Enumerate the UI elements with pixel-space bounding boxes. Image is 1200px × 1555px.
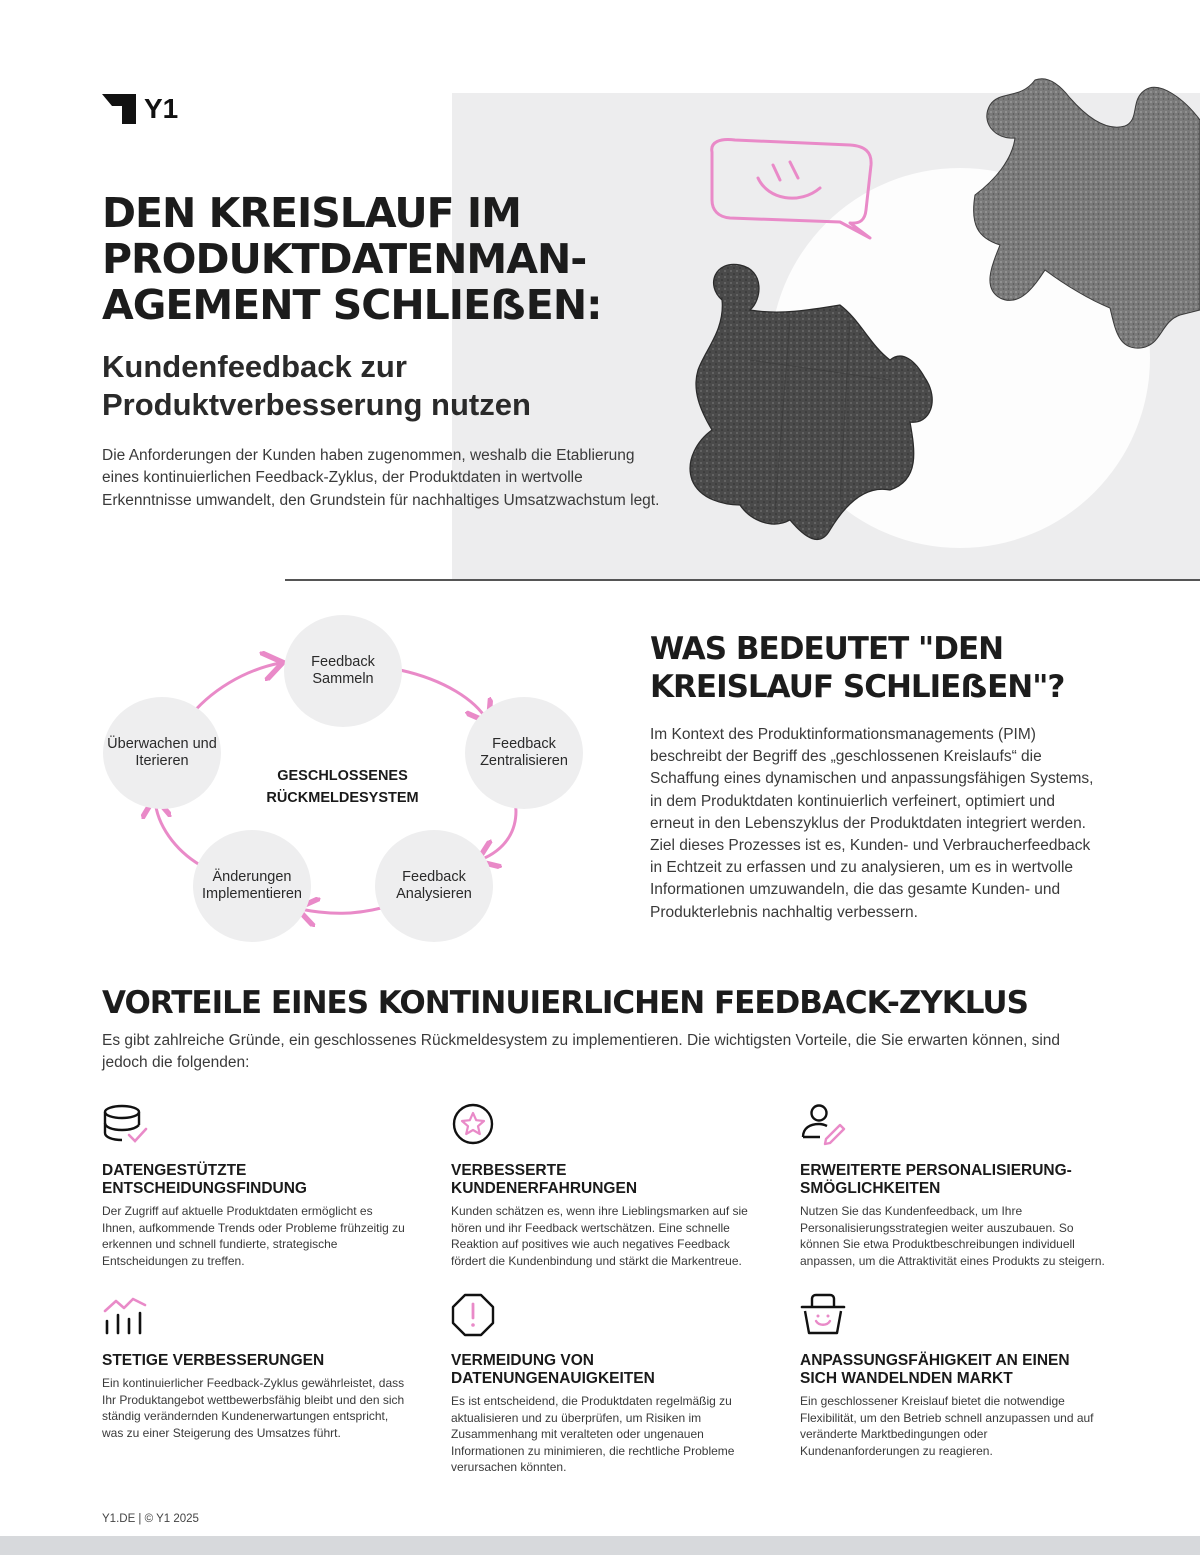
cycle-node-monitor: Überwachen und Iterieren [103,697,221,809]
page-title: DEN KREISLAUF IM PRODUKTDATENMAN-AGEMENT SCHLIEẞEN: [102,189,602,329]
benefits-intro: Es gibt zahlreiche Gründe, ein geschlossenes Rückmeldesystem zu implementieren. Die wichtigsten Vorteile, die Sie erwarten können, sind jedoch die folgenden: [102,1032,1061,1072]
benefit-text: Es ist entscheidend, die Produktdaten regelmäßig zu aktualisieren und zu überprüfen, um Risiken im Zusammenhang mit veralteten oder ungenauen Informationen zu minimieren, die rechtliche Probleme verursachen könnten. [451,1394,735,1475]
arrow-implement-to-monitor [155,800,200,865]
benefit-title: ANPASSUNGSFÄHIGKEIT AN EINEN SICH WANDELNDEN MARKT [800,1352,1070,1387]
brand-logo[interactable] [102,93,178,125]
shopping-basket-icon [800,1293,848,1339]
benefit-card-data-accuracy [451,1293,756,1476]
benefit-text: Der Zugriff auf aktuelle Produktdaten ermöglicht es Ihnen, aufkommende Trends oder Probleme frühzeitig zu erkennen und schnell fundierte, strategische Entscheidungen zu treffen. [102,1204,405,1268]
bottom-bar [0,1536,1200,1555]
puzzle-illustration [640,60,1200,580]
cycle-node-implement: Änderungen Implementieren [193,830,311,942]
benefit-card-market-adaptability [800,1293,1105,1459]
feedback-cycle-diagram [95,615,595,955]
arrow-centralize-to-analyze [480,800,516,860]
benefit-title: VERBESSERTE KUNDENERFAHRUNGEN [451,1162,638,1197]
benefit-card-data-driven [102,1103,407,1269]
benefit-title: STETIGE VERBESSERUNGEN [102,1352,325,1369]
star-circle-icon [451,1103,499,1149]
benefit-text: Nutzen Sie das Kundenfeedback, um Ihre Personalisierungsstrategien weiter auszubauen. So können Sie etwa Produktbeschreibungen individuell anpassen, um die Attraktivität eines Produkts zu steigern. [800,1204,1105,1268]
benefit-card-personalization [800,1103,1105,1269]
benefit-title: VERMEIDUNG VON DATENUNGENAUIGKEITEN [451,1352,655,1387]
what-body: Im Kontext des Produktinformationsmanagements (PIM) beschreibt der Begriff des „geschlossenen Kreislaufs“ die Schaffung eines dynamischen und anpassungsfähigen Systems, in dem Produktdaten kontinuierlich verfeinert, optimiert und erneut in den Lebenszyklus der Produktdaten integriert werden. Ziel dieses Prozesses ist es, Kunden- und Verbraucherfeedback in Echtzeit zu erfassen und zu analysieren, um es in wertvolle Informationen umzuwandeln, die das gesamte Kunden- und Produkterlebnis nachhaltig verbessern. [650,726,1094,921]
benefit-card-customer-experience [451,1103,756,1269]
cycle-node-analyze: Feedback Analysieren [375,830,493,942]
benefit-text: Ein kontinuierlicher Feedback-Zyklus gewährleistet, dass Ihr Produktangebot wettbewerbsfähig bleibt und den sich ständig verändernden Kundenerwartungen entspricht, was zu einer Steigerung des Umsatzes führt. [102,1376,405,1440]
footer-text: Y1.DE | © Y1 2025 [102,1513,199,1525]
section-divider [285,579,1200,581]
what-heading: WAS BEDEUTET "DEN KREISLAUF SCHLIEẞEN"? [650,631,1065,705]
benefit-card-improvements [102,1293,407,1441]
y1-logo-icon [102,94,136,124]
intro-paragraph: Die Anforderungen der Kunden haben zugenommen, weshalb die Etablierung eines kontinuierlichen Feedback-Zyklus, der Produktdaten in wertvolle Erkenntnisse umwandelt, den Grundstein für nachhaltiges Umsatzwachstum legt. [102,447,660,509]
benefit-title: DATENGESTÜTZTE ENTSCHEIDUNGSFINDUNG [102,1162,307,1197]
benefit-text: Ein geschlossener Kreislauf bietet die notwendige Flexibilität, um den Betrieb schnell anzupassen und auf veränderte Marktbedingungen oder Kundenanforderungen zu reagieren. [800,1394,1094,1458]
growth-chart-icon [102,1293,150,1339]
database-check-icon [102,1103,150,1149]
cycle-node-collect: Feedback Sammeln [284,615,402,727]
benefit-text: Kunden schätzen es, wenn ihre Lieblingsmarken auf sie hören und ihr Feedback wertschätzen. Eine schnelle Reaktion auf positives wie auch negatives Feedback fördert die Kundenbindung und stärkt die Markentreue. [451,1204,748,1268]
cycle-node-centralize: Feedback Zentralisieren [465,697,583,809]
benefit-title: ERWEITERTE PERSONALISIERUNG-SMÖGLICHKEITEN [800,1162,1072,1197]
arrow-collect-to-centralize [400,670,487,720]
page-subtitle: Kundenfeedback zur Produktverbesserung nutzen [102,349,531,422]
arrow-analyze-to-implement [300,907,385,913]
warning-octagon-icon [451,1293,499,1339]
user-edit-icon [800,1103,848,1149]
benefits-heading: VORTEILE EINES KONTINUIERLICHEN FEEDBACK-ZYKLUS [102,985,1028,1021]
cycle-center-label: GESCHLOSSENES RÜCKMELDESYSTEM [266,768,419,806]
logo-text: Y1 [144,93,179,124]
